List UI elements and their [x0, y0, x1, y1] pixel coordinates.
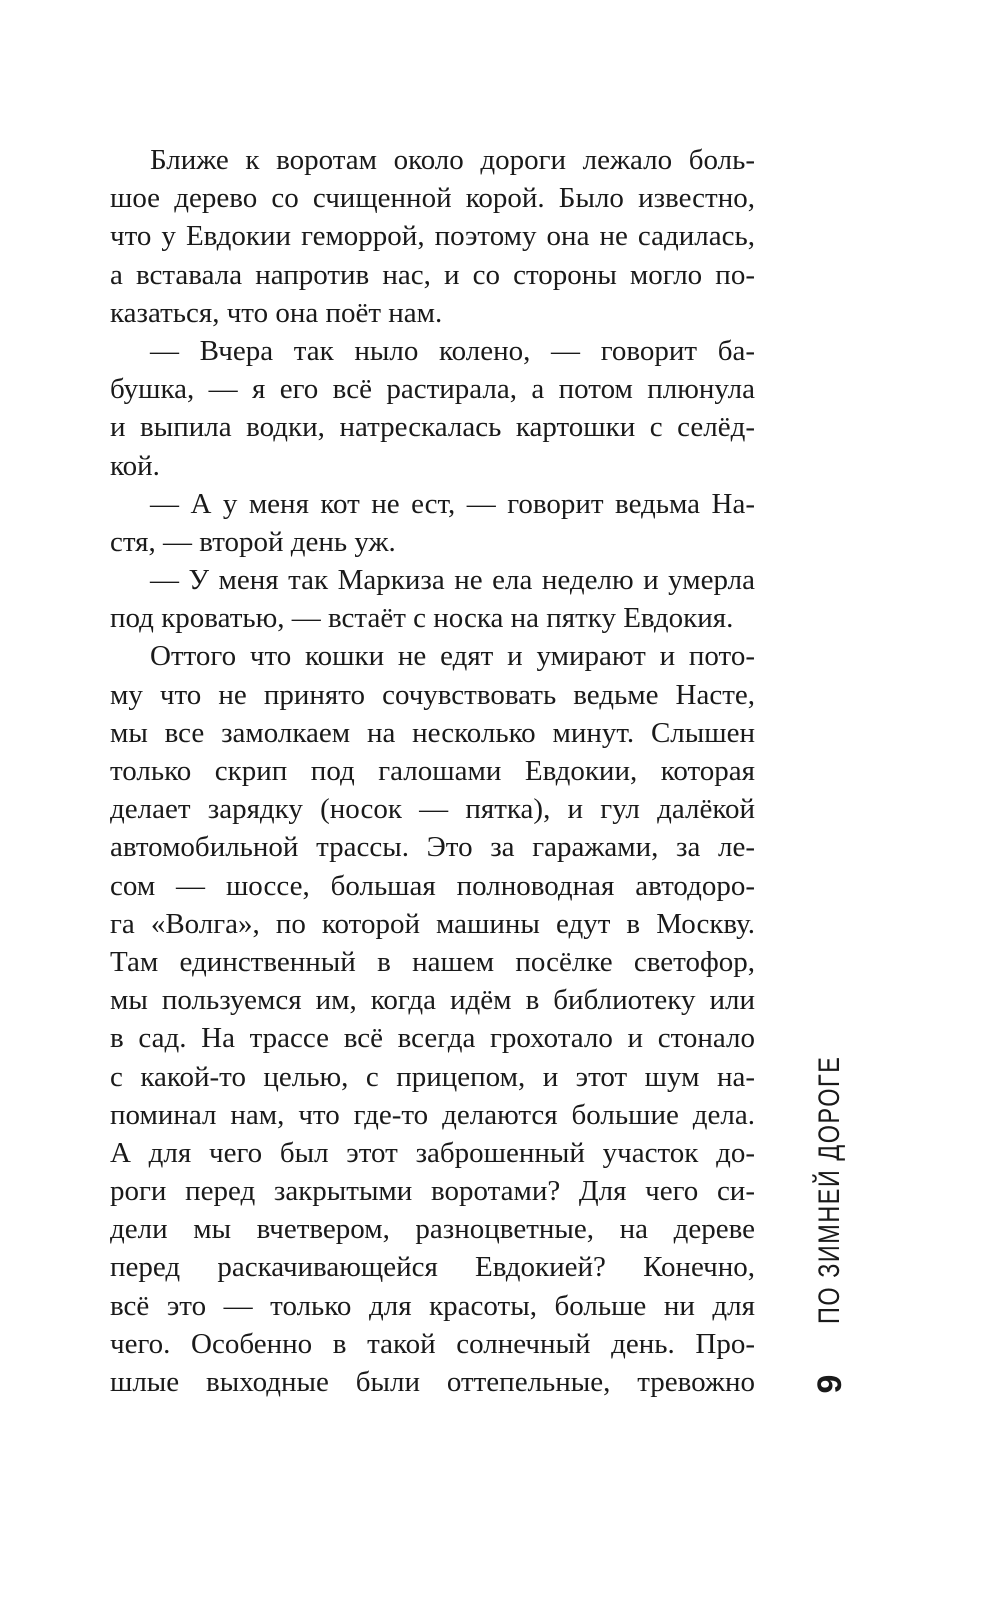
text-line: кой. [110, 449, 160, 482]
text-line: стя, — второй день уж. [110, 525, 396, 558]
text-line: всё это — только для красоты, больше ни для [110, 1289, 755, 1322]
text-line: что у Евдокии геморрой, поэтому она не садилась, [110, 220, 755, 253]
text-line: му что не принято сочувствовать ведьме Насте, [110, 678, 755, 711]
section-title: ПО ЗИМНЕЙ ДОРОГЕ [813, 1055, 846, 1324]
text-line: роги перед закрытыми воротами? Для чего си- [110, 1175, 755, 1208]
text-line: в сад. На трассе всё всегда грохотало и стонало [110, 1022, 755, 1055]
text-line: Ближе к воротам около дороги лежало боль- [150, 144, 755, 176]
text-line: га «Волга», по которой машины едут в Москву. [110, 907, 755, 940]
text-line: поминал нам, что где-то делаются большие дела. [110, 1098, 755, 1131]
text-line: мы пользуемся им, когда идём в библиотеку или [110, 984, 755, 1017]
text-line: — У меня так Маркиза не ела неделю и умерла [150, 564, 755, 597]
text-line: мы все замолкаем на несколько минут. Слышен [110, 716, 755, 749]
text-line: с какой-то целью, с прицепом, и этот шум на- [110, 1060, 755, 1093]
text-line: только скрип под галошами Евдокии, которая [110, 755, 755, 787]
text-line: и выпила водки, натрескалась картошки с селёд- [110, 411, 755, 444]
text-line: под кроватью, — встаёт с носка на пятку Евдокия. [110, 602, 734, 635]
text-line: — Вчера так ныло колено, — говорит ба- [150, 334, 755, 367]
text-line: казаться, что она поёт нам. [110, 296, 443, 329]
text-line: чего. Особенно в такой солнечный день. Про- [110, 1327, 755, 1360]
text-line: автомобильной трассы. Это за гаражами, за ле- [110, 831, 755, 864]
text-line: делает зарядку (носок — пятка), и гул далёкой [110, 793, 755, 826]
text-line: перед раскачивающейся Евдокией? Конечно, [110, 1251, 755, 1284]
running-head [808, 980, 852, 1404]
text-line: шое дерево со счищенной корой. Было известно, [110, 182, 755, 215]
text-line: Там единственный в нашем посёлке светофор, [110, 945, 755, 978]
page-number: 9 [811, 1374, 849, 1394]
text-line: шлые выходные были оттепельные, тревожно [110, 1366, 755, 1398]
text-line: Оттого что кошки не едят и умирают и пото- [150, 640, 755, 673]
body-text [110, 141, 755, 1401]
text-line: — А у меня кот не ест, — говорит ведьма На- [150, 487, 755, 520]
text-line: бушка, — я его всё растирала, а потом плюнула [110, 373, 755, 406]
text-line: А для чего был этот заброшенный участок до- [110, 1136, 755, 1169]
text-line: а вставала напротив нас, и со стороны могло по- [110, 258, 755, 291]
text-line: сом — шоссе, большая полноводная автодоро- [110, 869, 755, 902]
text-line: дели мы вчетвером, разноцветные, на дереве [110, 1213, 755, 1246]
